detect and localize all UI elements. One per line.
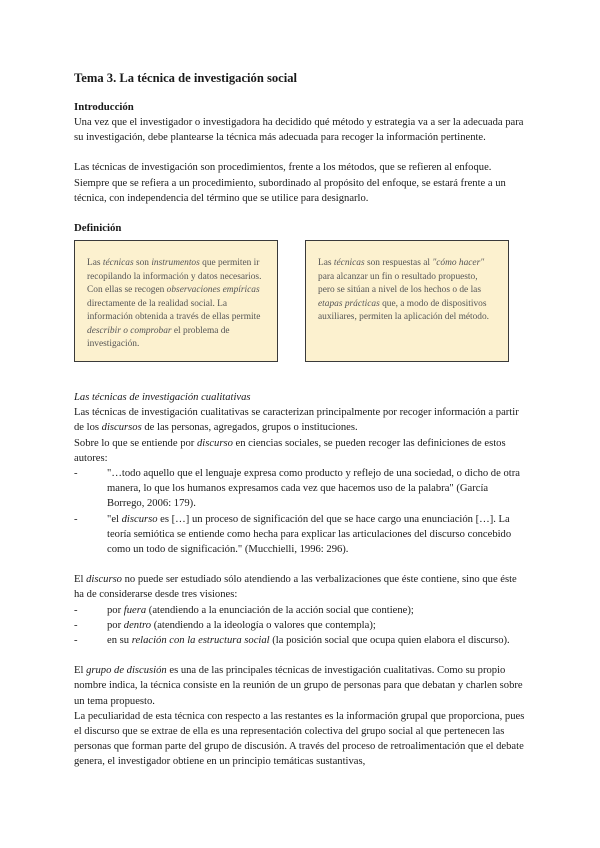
visiones-list (74, 603, 526, 649)
grupo-paragraph-2: La peculiaridad de esta técnica con respecto a las restantes es la información grupal que proporciona, pues el discurso que se extrae de ella es una representación colectiva del grupo social al que pertenecen las personas que forman parte del grupo de discusión. A través del proceso de retroalimentación que el debate genera, el investigador obtiene en un principio temáticas sustantivas, (74, 710, 525, 768)
cualitativas-paragraph-2: Sobre lo que se entiende por discurso en ciencias sociales, se pueden recoger las definiciones de estos autores: (74, 437, 506, 464)
grupo-paragraph-1: El grupo de discusión es una de las principales técnicas de investigación cualitativas. Como su propio nombre indica, la técnica consiste en la reunión de un grupo de personas para que debatan y charlen sobre un tema propuesto. (74, 665, 523, 707)
definition-boxes (74, 240, 526, 390)
cualitativas-paragraph-1: Las técnicas de investigación cualitativas se caracterizan principalmente por recoger información a partir de los discursos de las personas, agregados, grupos o instituciones. (74, 407, 519, 434)
definition-box-right: Las técnicas son respuestas al "cómo hacer" para alcanzar un fin o resultado propuesto, pero se sitúan a nivel de los hechos o de las etapas prácticas que, a modo de dispositivos auxiliares, permiten la aplicación del método. (305, 240, 509, 362)
document-page (74, 70, 526, 770)
list-item: - por fuera (atendiendo a la enunciación de la acción social que contiene); (74, 604, 414, 616)
list-item: - por dentro (atendiendo a la ideología o valores que contempla); (74, 619, 376, 631)
intro-paragraph-2: Las técnicas de investigación son procedimientos, frente a los métodos, que se refieren al enfoque. Siempre que se refiera a un procedimiento, subordinado al propósito del enfoque, se estará frente a un técnica, con independencia del término que se utilice para designarlo. (74, 162, 506, 204)
list-item: - "el discurso es […] un proceso de significación del que se hace cargo una enunciación […]. La teoría semiótica se entiende como hecha para explicar las articulaciones del discurso concebido como un todo de significación." (Mucchielli, 1996: 296). (74, 513, 512, 556)
cualitativas-subheading: Las técnicas de investigación cualitativas (74, 392, 251, 404)
definition-box-left: Las técnicas son instrumentos que permiten ir recopilando la información y datos necesarios. Con ellas se recogen observaciones empíricas directamente de la realidad social. La información obtenida a través de ellas permite describir o comprobar el problema de investigación. (74, 240, 278, 362)
list-item: - "…todo aquello que el lenguaje expresa como producto y reflejo de una sociedad, o dicho de otra manera, lo que los humanos expresamos cada vez que hacemos uso de la palabra" (García Borrego, 2006: 179). (74, 468, 520, 510)
list-item: - en su relación con la estructura social (la posición social que ocupa quien elabora el discurso). (74, 635, 510, 647)
intro-heading: Introducción (74, 101, 134, 113)
visiones-paragraph: El discurso no puede ser estudiado sólo atendiendo a las verbalizaciones que éste contiene, sino que éste ha de considerarse desde tres visiones: (74, 574, 517, 601)
intro-paragraph-1: Una vez que el investigador o investigadora ha decidido qué método y estrategia va a ser la adecuada para su investigación, debe plantearse la técnica más adecuada para recoger la información pertinente. (74, 117, 524, 144)
page-title: Tema 3. La técnica de investigación social (74, 71, 298, 85)
definitions-list (74, 466, 526, 557)
definicion-heading: Definición (74, 222, 122, 235)
